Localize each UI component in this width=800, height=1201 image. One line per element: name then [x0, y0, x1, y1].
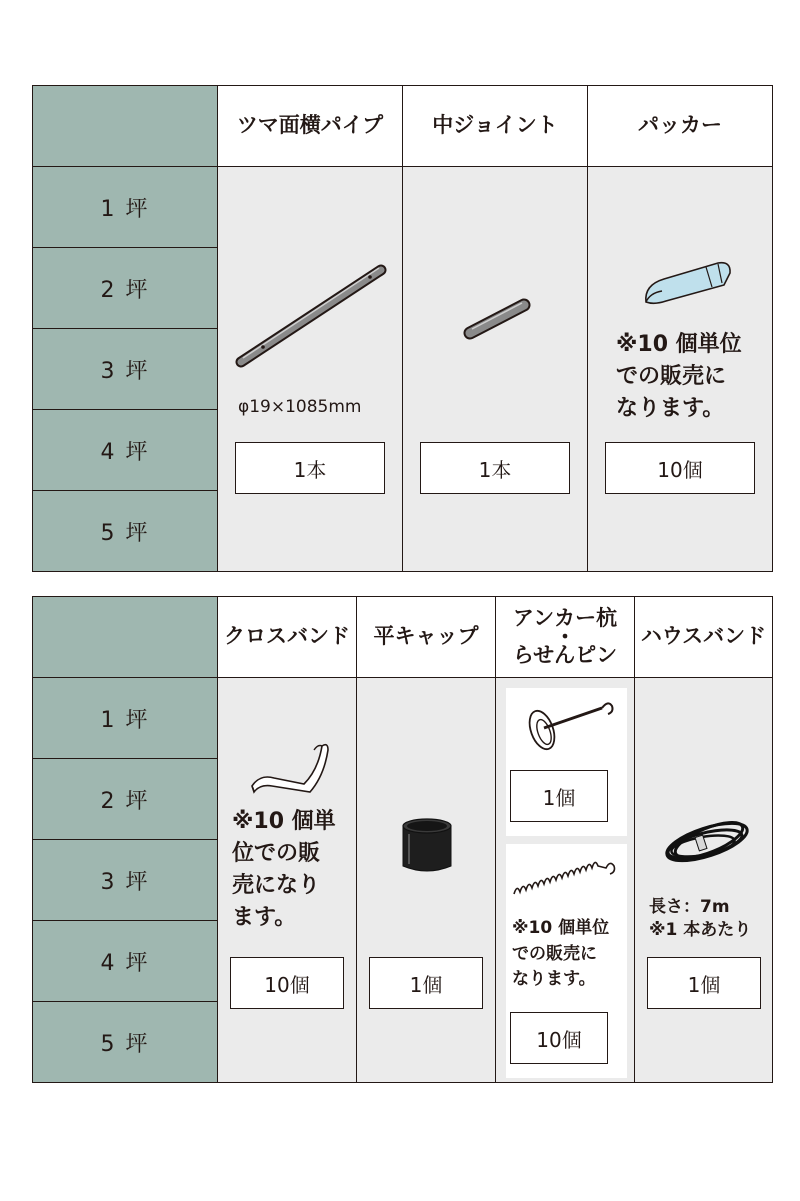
- header-cross-band: クロスバンド: [218, 597, 357, 678]
- packer-note: ※10 個単位 での販売に なります。: [616, 332, 742, 421]
- row-label-1: 1 坪: [33, 678, 218, 759]
- header-house-band: ハウスバンド: [635, 597, 772, 678]
- header-middle-joint: 中ジョイント: [403, 86, 588, 167]
- packer-quantity: 10個: [605, 442, 755, 494]
- header-flat-cap: 平キャップ: [357, 597, 496, 678]
- table-corner: [33, 86, 218, 167]
- row-label-3: 3 坪: [33, 329, 218, 410]
- spiral-pin-icon: [510, 860, 620, 900]
- parts-table-1: [32, 85, 773, 572]
- row-label-1: 1 坪: [33, 167, 218, 248]
- spiral-note: ※10 個単位 での販売に なります。: [512, 918, 610, 989]
- cross-band-note: ※10 個単 位での販 売になり ます。: [232, 809, 336, 930]
- packer-cell: [588, 167, 772, 571]
- header-anchor-spiral: アンカー杭 ・ らせんピン: [496, 597, 635, 678]
- cross-band-quantity: 10個: [230, 957, 344, 1009]
- row-label-4: 4 坪: [33, 921, 218, 1002]
- table-corner: [33, 597, 218, 678]
- anchor-spiral-cell: [496, 678, 635, 1082]
- joint-quantity: 1本: [420, 442, 570, 494]
- row-label-3: 3 坪: [33, 840, 218, 921]
- pipe-cell: [218, 167, 403, 571]
- flat-cap-icon: [399, 816, 459, 876]
- row-label-2: 2 坪: [33, 248, 218, 329]
- pipe-dimension: φ19×1085mm: [238, 397, 362, 417]
- spiral-panel: [506, 844, 627, 1078]
- joint-icon: [458, 297, 538, 347]
- house-band-cell: [635, 678, 772, 1082]
- flat-cap-cell: [357, 678, 496, 1082]
- row-label-5: 5 坪: [33, 491, 218, 571]
- spiral-quantity: 10個: [510, 1012, 608, 1064]
- row-label-2: 2 坪: [33, 759, 218, 840]
- packer-icon: [636, 257, 736, 317]
- house-band-quantity: 1個: [647, 957, 761, 1009]
- header-side-pipe: ツマ面横パイプ: [218, 86, 403, 167]
- anchor-quantity: 1個: [510, 770, 608, 822]
- row-label-5: 5 坪: [33, 1002, 218, 1082]
- joint-cell: [403, 167, 588, 571]
- pipe-quantity: 1本: [235, 442, 385, 494]
- cross-band-cell: [218, 678, 357, 1082]
- header-packer: パッカー: [588, 86, 772, 167]
- anchor-peg-icon: [520, 696, 620, 756]
- house-band-note: 長さ：7m ※1 本あたり: [649, 897, 752, 940]
- pipe-icon: [233, 262, 393, 372]
- house-band-icon: [657, 808, 757, 878]
- cross-band-icon: [248, 740, 338, 800]
- flat-cap-quantity: 1個: [369, 957, 483, 1009]
- parts-table-2: [32, 596, 773, 1083]
- row-label-4: 4 坪: [33, 410, 218, 491]
- anchor-panel: [506, 688, 627, 836]
